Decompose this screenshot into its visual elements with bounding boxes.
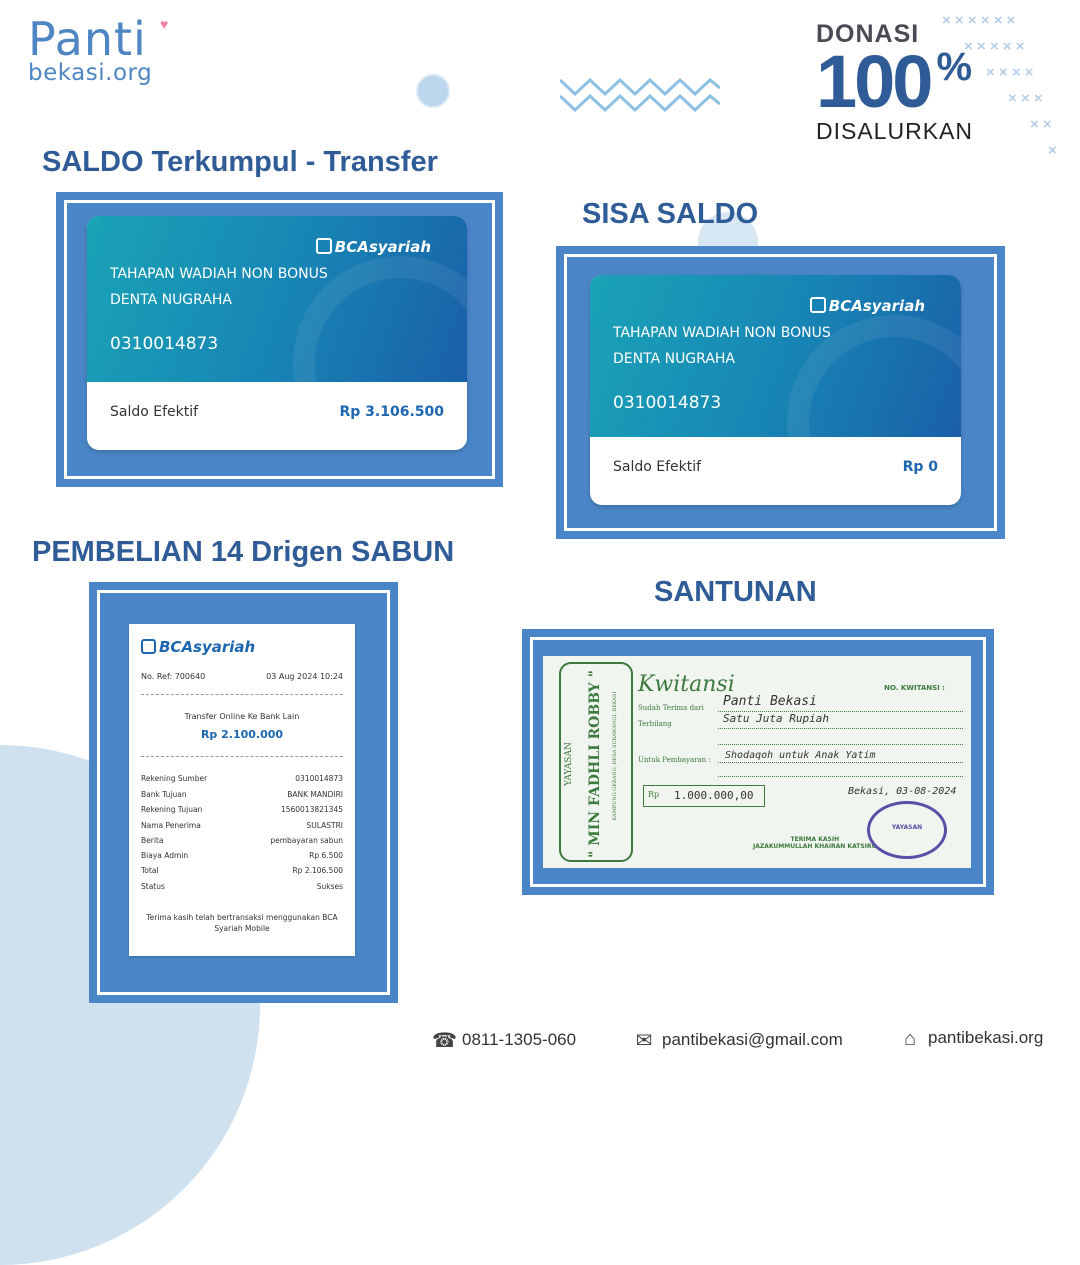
website-text: pantibekasi.org	[928, 1028, 1044, 1047]
kwitansi	[543, 656, 971, 868]
phone-text: 0811-1305-060	[462, 1030, 577, 1049]
logo-name: Panti	[28, 12, 147, 66]
account-type: TAHAPAN WADIAH NON BONUS	[110, 266, 328, 282]
badge-percent-sign: %	[936, 45, 973, 89]
received-from-label: Sudah Terima dari	[638, 704, 704, 712]
card-wave-decoration	[787, 315, 961, 505]
amount-box	[643, 785, 765, 807]
bca-logo: BCAsyariah	[141, 638, 255, 656]
rp-label: Rp	[648, 790, 660, 799]
account-type: TAHAPAN WADIAH NON BONUS	[613, 325, 831, 341]
receipt-thanks: Terima kasih telah bertransaksi menggunakan BCA Syariah Mobile	[146, 913, 338, 934]
bca-icon	[810, 297, 826, 313]
receipt-row: Bank Tujuan BANK MANDIRI	[141, 790, 343, 799]
badge-line3: DISALURKAN	[816, 117, 973, 144]
pembelian-frame	[89, 582, 398, 1003]
kwitansi-number-label: NO. KWITANSI :	[884, 684, 945, 692]
card-header	[590, 275, 961, 437]
account-name: DENTA NUGRAHA	[613, 351, 736, 367]
amount-words-value: Satu Juta Rupiah	[723, 712, 829, 725]
santunan-frame	[522, 629, 994, 895]
transfer-receipt	[129, 624, 355, 956]
balance-label: Saldo Efektif	[613, 459, 702, 475]
balance-row	[110, 404, 444, 420]
transfer-amount: Rp 2.100.000	[200, 728, 284, 741]
receipt-row: Status Sukses	[141, 882, 343, 891]
sisa-saldo-card	[590, 275, 961, 505]
receipt-row: Nama Penerima SULASTRI	[141, 821, 343, 830]
footer-website[interactable]	[898, 1028, 1043, 1051]
card-header	[87, 216, 467, 382]
dotted-line	[718, 762, 963, 763]
dotted-line	[718, 744, 963, 745]
donation-badge	[816, 20, 986, 145]
badge-percent: 100	[816, 40, 931, 123]
divider	[141, 756, 343, 757]
receipt-row: Berita pembayaran sabun	[141, 836, 343, 845]
balance-label: Saldo Efektif	[110, 404, 199, 420]
stub-org: " MIN FADHLI ROBBY "	[587, 670, 603, 858]
badge-line1: DONASI	[816, 20, 920, 48]
heading-pembelian: PEMBELIAN 14 Drigen SABUN	[32, 536, 455, 568]
amount-words-label: Terbilang	[638, 720, 672, 728]
balance-row	[613, 459, 938, 475]
bubble-decoration	[416, 74, 450, 108]
account-number: 0310014873	[613, 393, 722, 413]
kwitansi-title: Kwitansi	[638, 672, 735, 697]
receipt-row: Rekening Sumber 0310014873	[141, 774, 343, 783]
receipt-row: Biaya Admin Rp 6.500	[141, 851, 343, 860]
stub-yayasan: YAYASAN	[564, 742, 574, 786]
sisa-saldo-frame	[556, 246, 1005, 539]
purpose-label: Untuk Pembayaran :	[638, 756, 711, 764]
email-text: pantibekasi@gmail.com	[662, 1030, 843, 1049]
dotted-line	[718, 776, 963, 777]
badge-percent-wrap	[816, 40, 986, 123]
divider	[141, 694, 343, 695]
card-wave-decoration	[293, 256, 467, 450]
footer-phone[interactable]	[432, 1028, 576, 1053]
kwitansi-stub	[559, 662, 633, 862]
heading-sisa-saldo: SISA SALDO	[582, 198, 759, 230]
logo[interactable]	[28, 12, 169, 86]
home-icon: ⌂	[903, 1028, 917, 1050]
receipt-ref: No. Ref: 700640	[141, 672, 206, 681]
transfer-title: Transfer Online Ke Bank Lain	[184, 712, 300, 721]
mail-icon: ✉	[635, 1030, 653, 1052]
bca-logo: BCAsyariah	[316, 238, 431, 256]
dotted-line	[718, 728, 963, 729]
kwitansi-date: Bekasi, 03-08-2024	[848, 786, 957, 797]
logo-domain: bekasi.org	[28, 60, 153, 86]
bca-icon	[316, 238, 332, 254]
receipt-row: Total Rp 2.106.500	[141, 866, 343, 875]
heading-saldo: SALDO Terkumpul - Transfer	[42, 146, 438, 178]
purpose-value: Shodaqoh untuk Anak Yatim	[725, 750, 876, 761]
received-from-value: Panti Bekasi	[723, 694, 817, 709]
receipt-date: 03 Aug 2024 10:24	[266, 672, 343, 681]
balance-value: Rp 3.106.500	[339, 404, 444, 420]
heart-icon: ♥	[160, 16, 169, 32]
bca-icon	[141, 639, 156, 654]
account-name: DENTA NUGRAHA	[110, 292, 233, 308]
kwitansi-address: KAMPUNG GERANG, DESA SUKAWANGI, BEKASI	[612, 691, 618, 821]
saldo-frame	[56, 192, 503, 487]
kwitansi-thanks: TERIMA KASIH JAZAKUMMULLAH KHAIRAN KATSIRO	[753, 836, 877, 850]
cross-pattern-decoration: × × × × × × × × × × × × × × × × × × × × ×	[942, 12, 1057, 159]
bca-logo: BCAsyariah	[810, 297, 925, 315]
phone-icon: ☎	[432, 1030, 457, 1052]
receipt-row: Rekening Tujuan 1560013821345	[141, 805, 343, 814]
heading-santunan: SANTUNAN	[654, 576, 817, 608]
stamp-seal: YAYASAN	[867, 801, 947, 859]
zigzag-decoration	[560, 72, 720, 117]
balance-value: Rp 0	[902, 459, 938, 475]
saldo-card	[87, 216, 467, 450]
footer-email[interactable]	[632, 1028, 843, 1053]
account-number: 0310014873	[110, 334, 219, 354]
amount-value: 1.000.000,00	[674, 789, 754, 802]
